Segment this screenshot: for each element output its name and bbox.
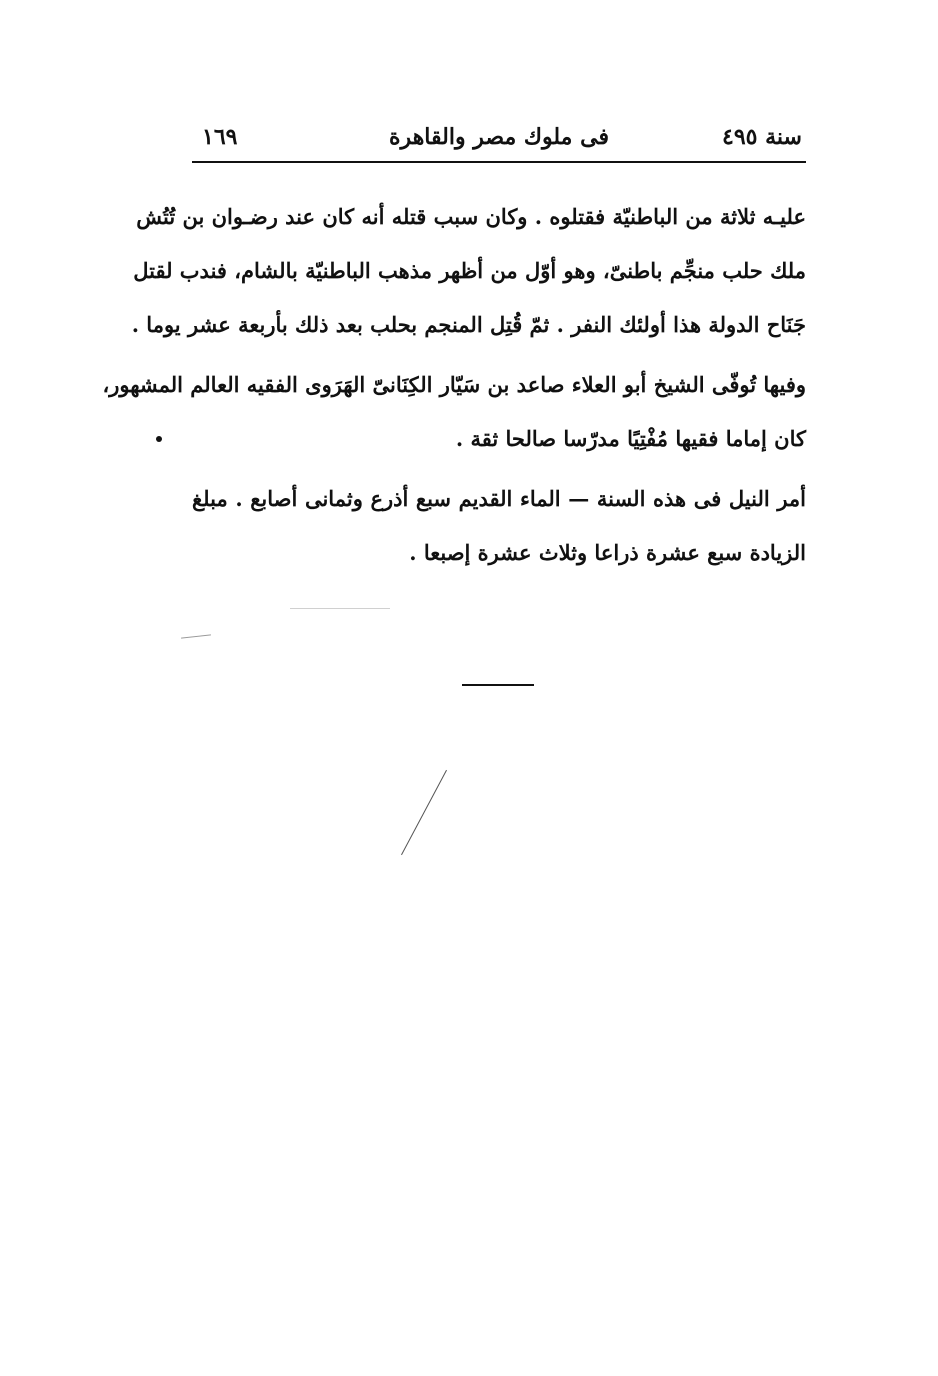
running-header	[192, 124, 806, 160]
paragraph-nile	[192, 472, 806, 580]
section-end-rule	[462, 684, 534, 686]
scan-artifact	[401, 770, 447, 855]
body-text	[102, 190, 806, 586]
paragraph-obituary	[102, 358, 806, 466]
margin-dot	[156, 436, 162, 442]
text-line: وفيها تُوفّى الشيخ أبو العلاء صاعد بن سَيّار الكِنَانىّ الهَرَوى الفقيه العالم المشهور،	[102, 372, 806, 397]
paragraph-assassination	[131, 190, 806, 352]
scan-artifact	[181, 634, 211, 638]
text-line: ملك حلب منجِّم باطنىّ، وهو أوّل من أظهر مذهب الباطنيّة بالشام، فندب لقتل	[133, 258, 806, 283]
text-line: كان إماما فقيها مُفْتِيًا مدرّسا صالحا ثقة .	[455, 426, 806, 451]
text-line: الزيادة سبع عشرة ذراعا وثلاث عشرة إصبعا .	[409, 540, 806, 565]
page-number: ١٦٩	[202, 124, 238, 150]
text-line: جَنَاح الدولة هذا أولئك النفر . ثمّ قُتِل المنجم بحلب بعد ذلك بأربعة عشر يوما .	[131, 312, 806, 337]
text-line: أمر النيل فى هذه السنة — الماء القديم سبع أذرع وثمانى أصابع . مبلغ	[192, 486, 806, 511]
text-line: عليـه ثلاثة من الباطنيّة فقتلوه . وكان سبب قتله أنه كان عند رضـوان بن تُتُش	[136, 204, 806, 229]
header-title: فى ملوك مصر والقاهرة	[389, 124, 609, 150]
header-year: سنة ٤٩٥	[722, 124, 802, 150]
scan-artifact	[290, 608, 390, 609]
header-rule	[192, 161, 806, 163]
